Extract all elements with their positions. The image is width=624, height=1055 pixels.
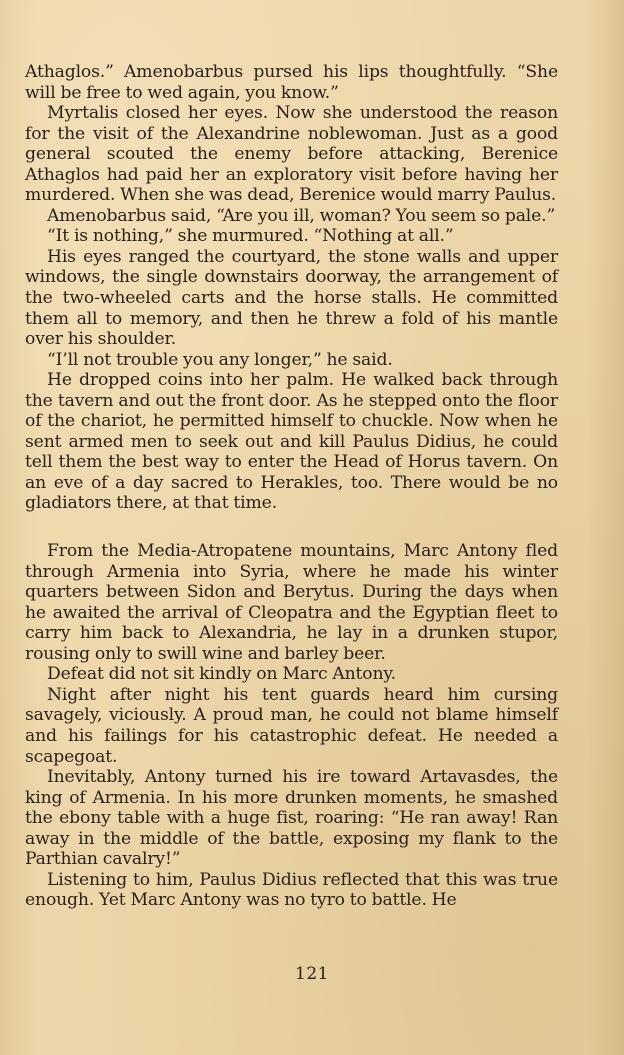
paragraph: Athaglos.” Amenobarbus pursed his lips thoughtfully. “She will be free to wed again, you know.” (25, 62, 558, 103)
paragraph: Myrtalis closed her eyes. Now she understood the reason for the visit of the Alexandrine noblewoman. Just as a good general scouted the enemy before attacking, Berenice Athaglos had paid her an exploratory visit before having her murdered. When she was dead, Berenice would marry Paulus. (25, 103, 558, 206)
paragraph: He dropped coins into her palm. He walked back through the tavern and out the front door. As he stepped onto the floor of the chariot, he permitted himself to chuckle. Now when he sent armed men to seek out and kill Paulus Didius, he could tell them the best way to enter the Head of Horus tavern. On an eve of a day sacred to Herakles, too. There would be no gladiators there, at that time. (25, 370, 558, 514)
paragraph: “I’ll not trouble you any longer,” he said. (47, 349, 393, 370)
paragraph: Amenobarbus said, “Are you ill, woman? You seem so pale.” (47, 205, 556, 226)
paragraph: Inevitably, Antony turned his ire toward Artavasdes, the king of Armenia. In his more drunken moments, he smashed the ebony table with a huge fist, roaring: “He ran away! Ran away in the middle of the battle, exposing my flank to the Parthian cavalry!” (25, 767, 558, 870)
paragraph: His eyes ranged the courtyard, the stone walls and upper windows, the single downstairs doorway, the arrangement of the two-wheeled carts and the horse stalls. He committed them all to memory, and then he threw a fold of his mantle over his shoulder. (25, 246, 558, 350)
section-break (25, 514, 558, 541)
paragraph: Defeat did not sit kindly on Marc Antony. (47, 664, 396, 685)
paragraph: Listening to him, Paulus Didius reflected that this was true enough. Yet Marc Antony was no tyro to battle. He (25, 869, 558, 911)
paragraph: From the Media-Atropatene mountains, Marc Antony fled through Armenia into Syria, where he made his winter quarters between Sidon and Berytus. During the days when he awaited the arrival of Cleopatra and the Egyptian fleet to carry him back to Alexandria, he lay in a drunken stupor, rousing only to swill wine and barley beer. (25, 541, 558, 664)
paragraph: “It is nothing,” she murmured. “Nothing at all.” (47, 226, 454, 247)
paragraph: Night after night his tent guards heard him cursing savagely, viciously. A proud man, he could not blame himself and his failings for his catastrophic defeat. He needed a scapegoat. (25, 684, 558, 767)
page-number: 121 (295, 964, 329, 984)
body-text (25, 62, 558, 911)
